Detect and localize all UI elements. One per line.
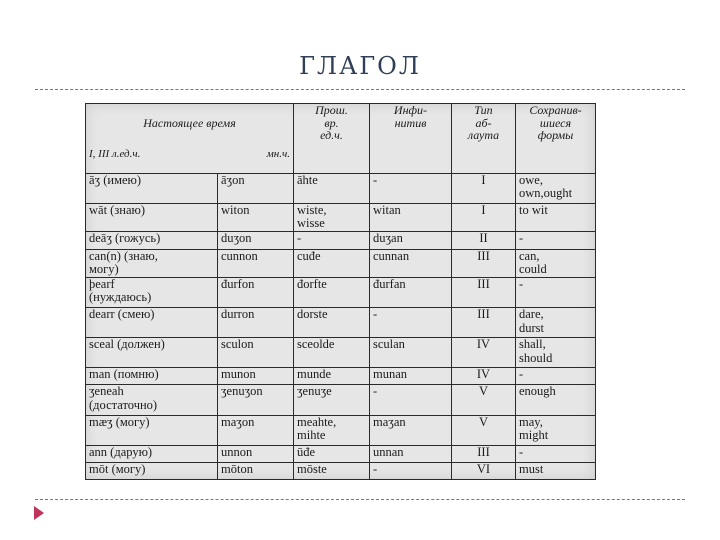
cell-ablaut-type: II <box>452 231 516 249</box>
header-present-sg: I, III л.ед.ч. <box>89 147 141 160</box>
table-row <box>86 338 596 368</box>
cell-ablaut-type: IV <box>452 368 516 385</box>
cell-preserved-forms: - <box>516 277 596 307</box>
cell-ablaut-type: III <box>452 277 516 307</box>
cell-present-sg: dearr (смею) <box>86 308 218 338</box>
header-present-label: Настоящее время <box>143 115 236 130</box>
cell-present-pl: witon <box>218 203 294 231</box>
cell-ablaut-type: I <box>452 203 516 231</box>
cell-present-sg: can(n) (знаю, могу) <box>86 249 218 277</box>
cell-past-sg: ūđe <box>294 445 370 462</box>
cell-past-sg: āhte <box>294 173 370 203</box>
top-divider <box>35 89 685 90</box>
cell-infinitive: cunnan <box>370 249 452 277</box>
cell-present-pl: munon <box>218 368 294 385</box>
cell-ablaut-type: III <box>452 445 516 462</box>
cell-past-sg: mōste <box>294 462 370 479</box>
cell-present-sg: āʒ (имею) <box>86 173 218 203</box>
cell-infinitive: munan <box>370 368 452 385</box>
cell-past-sg: cuđe <box>294 249 370 277</box>
cell-present-pl: duʒon <box>218 231 294 249</box>
header-preserved-forms: Сохранив- шиеся формы <box>516 104 596 174</box>
cell-present-sg: ʒeneah (достаточно) <box>86 385 218 415</box>
cell-preserved-forms: may, might <box>516 415 596 445</box>
cell-present-sg: man (помню) <box>86 368 218 385</box>
header-present <box>86 104 294 174</box>
cell-present-pl: ʒenuʒon <box>218 385 294 415</box>
cell-infinitive: unnan <box>370 445 452 462</box>
cell-ablaut-type: I <box>452 173 516 203</box>
cell-present-pl: durron <box>218 308 294 338</box>
cell-past-sg: sceolde <box>294 338 370 368</box>
cell-ablaut-type: IV <box>452 338 516 368</box>
cell-preserved-forms: to wit <box>516 203 596 231</box>
cell-present-pl: mōton <box>218 462 294 479</box>
table-row <box>86 415 596 445</box>
cell-preserved-forms: - <box>516 445 596 462</box>
table-row <box>86 445 596 462</box>
preterite-present-verbs-table <box>85 103 596 480</box>
cell-present-sg: wāt (знаю) <box>86 203 218 231</box>
cell-infinitive: - <box>370 173 452 203</box>
table-row <box>86 308 596 338</box>
cell-ablaut-type: VI <box>452 462 516 479</box>
cell-ablaut-type: III <box>452 308 516 338</box>
cell-present-pl: āʒon <box>218 173 294 203</box>
cell-infinitive: - <box>370 462 452 479</box>
cell-preserved-forms: - <box>516 368 596 385</box>
cell-present-pl: unnon <box>218 445 294 462</box>
cell-ablaut-type: V <box>452 385 516 415</box>
header-past-sg: Прош. вр. ед.ч. <box>294 104 370 174</box>
cell-preserved-forms: - <box>516 231 596 249</box>
cell-present-pl: maʒon <box>218 415 294 445</box>
cell-preserved-forms: owe, own,ought <box>516 173 596 203</box>
cell-ablaut-type: V <box>452 415 516 445</box>
cell-past-sg: dorste <box>294 308 370 338</box>
table-row <box>86 249 596 277</box>
cell-present-sg: ann (дарую) <box>86 445 218 462</box>
cell-present-pl: sculon <box>218 338 294 368</box>
table-row <box>86 231 596 249</box>
cell-past-sg: - <box>294 231 370 249</box>
table-row <box>86 462 596 479</box>
table-row <box>86 277 596 307</box>
header-infinitive: Инфи- нитив <box>370 104 452 174</box>
cell-ablaut-type: III <box>452 249 516 277</box>
bottom-divider <box>35 499 685 500</box>
cell-preserved-forms: dare, durst <box>516 308 596 338</box>
cell-infinitive: sculan <box>370 338 452 368</box>
table-row <box>86 173 596 203</box>
cell-present-pl: cunnon <box>218 249 294 277</box>
bullet-arrow-icon <box>34 506 44 520</box>
cell-preserved-forms: can, could <box>516 249 596 277</box>
cell-preserved-forms: must <box>516 462 596 479</box>
cell-present-sg: sceal (должен) <box>86 338 218 368</box>
cell-past-sg: meahte, mihte <box>294 415 370 445</box>
cell-preserved-forms: enough <box>516 385 596 415</box>
header-present-pl: мн.ч. <box>266 147 290 160</box>
cell-past-sg: ʒenuʒe <box>294 385 370 415</box>
cell-infinitive: - <box>370 385 452 415</box>
header-ablaut-type: Тип аб- лаута <box>452 104 516 174</box>
cell-past-sg: wiste, wisse <box>294 203 370 231</box>
cell-present-sg: mōt (могу) <box>86 462 218 479</box>
cell-present-sg: mæʒ (могу) <box>86 415 218 445</box>
table-header-row <box>86 104 596 174</box>
cell-infinitive: - <box>370 308 452 338</box>
cell-infinitive: witan <box>370 203 452 231</box>
cell-past-sg: đorfte <box>294 277 370 307</box>
cell-infinitive: đurfan <box>370 277 452 307</box>
table-row <box>86 203 596 231</box>
cell-present-sg: þearf (нуждаюсь) <box>86 277 218 307</box>
cell-present-pl: đurfon <box>218 277 294 307</box>
table-row <box>86 385 596 415</box>
cell-present-sg: deāʒ (гожусь) <box>86 231 218 249</box>
cell-infinitive: duʒan <box>370 231 452 249</box>
slide-title: ГЛАГОЛ <box>299 52 421 80</box>
table-row <box>86 368 596 385</box>
cell-preserved-forms: shall, should <box>516 338 596 368</box>
cell-infinitive: maʒan <box>370 415 452 445</box>
verb-table-image <box>85 103 595 480</box>
cell-past-sg: munde <box>294 368 370 385</box>
